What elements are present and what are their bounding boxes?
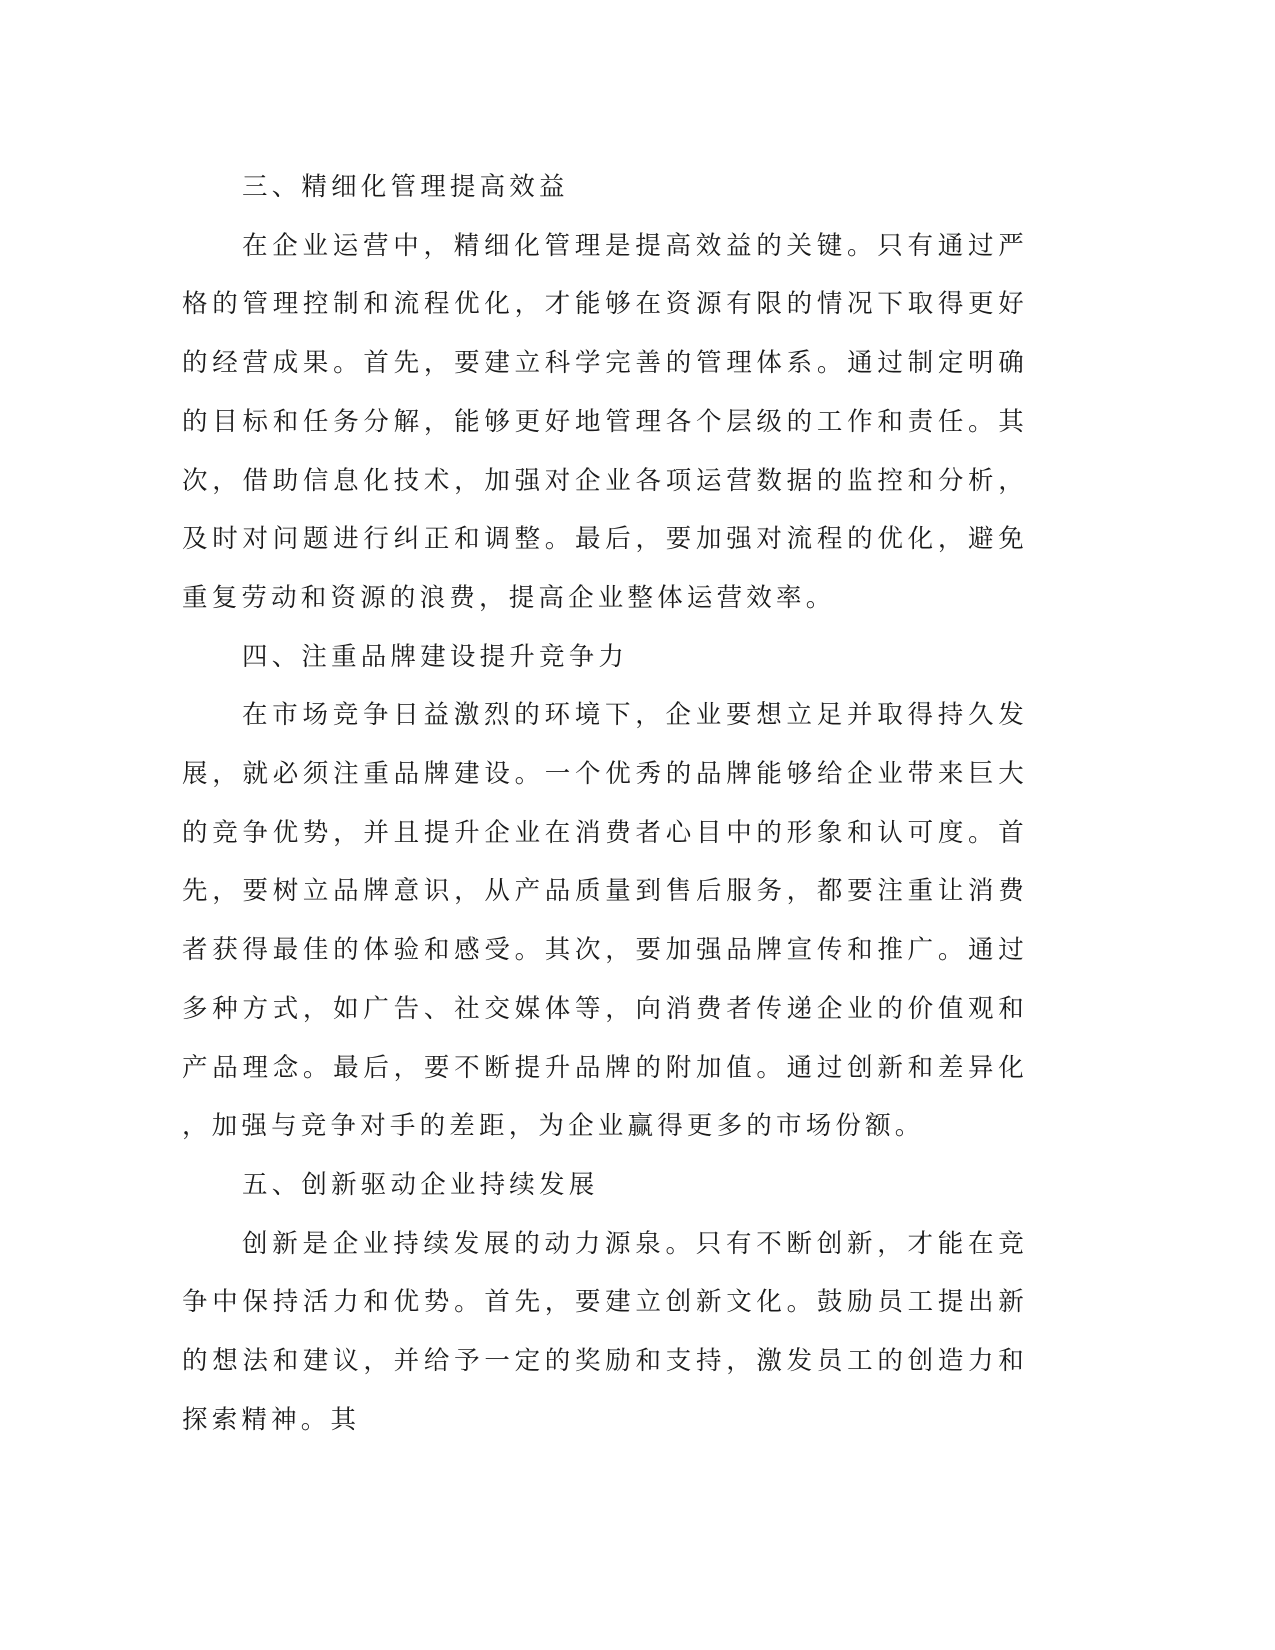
document-body bbox=[182, 158, 1028, 1449]
section-paragraph-3: 在企业运营中，精细化管理是提高效益的关键。只有通过严格的管理控制和流程优化，才能够在资源有限的情况下取得更好的经营成果。首先，要建立科学完善的管理体系。通过制定明确的目标和任务分解，能够更好地管理各个层级的工作和责任。其次，借助信息化技术，加强对企业各项运营数据的监控和分析，及时对问题进行纠正和调整。最后，要加强对流程的优化，避免重复劳动和资源的浪费，提高企业整体运营效率。 bbox=[182, 230, 1028, 613]
section-paragraph-5: 创新是企业持续发展的动力源泉。只有不断创新，才能在竞争中保持活力和优势。首先，要建立创新文化。鼓励员工提出新的想法和建议，并给予一定的奖励和支持，激发员工的创造力和探索精神。其 bbox=[182, 1228, 1028, 1435]
section-heading-3: 三、精细化管理提高效益 bbox=[242, 172, 569, 202]
section-paragraph-4: 在市场竞争日益激烈的环境下，企业要想立足并取得持久发展，就必须注重品牌建设。一个优秀的品牌能够给企业带来巨大的竞争优势，并且提升企业在消费者心目中的形象和认可度。首先，要树立品牌意识，从产品质量到售后服务，都要注重让消费者获得最佳的体验和感受。其次，要加强品牌宣传和推广。通过多种方式，如广告、社交媒体等，向消费者传递企业的价值观和产品理念。最后，要不断提升品牌的附加值。通过创新和差异化，加强与竞争对手的差距，为企业赢得更多的市场份额。 bbox=[182, 700, 1028, 1142]
section-heading-4: 四、注重品牌建设提升竞争力 bbox=[242, 641, 629, 672]
section-heading-5: 五、创新驱动企业持续发展 bbox=[242, 1169, 599, 1200]
